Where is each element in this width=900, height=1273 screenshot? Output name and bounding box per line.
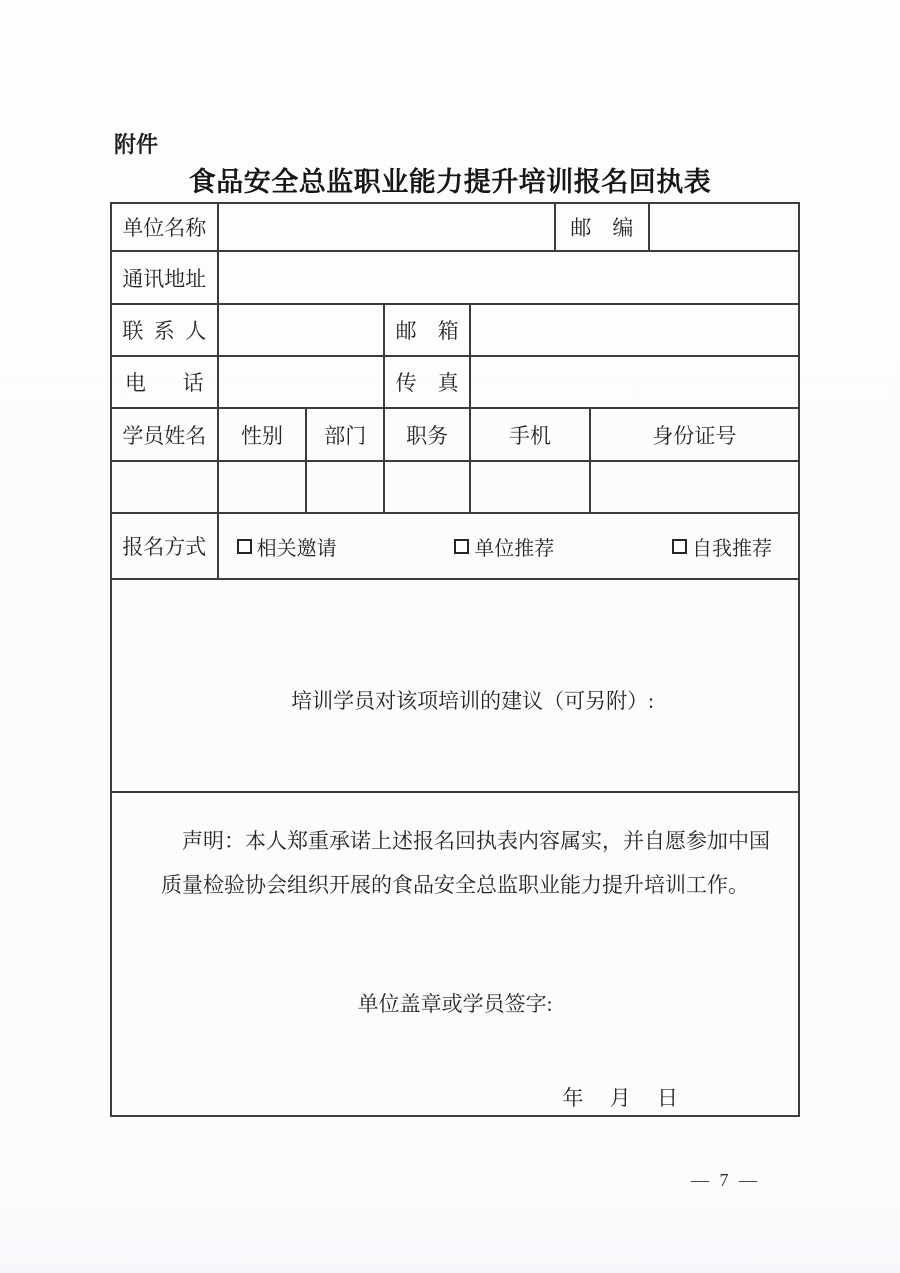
trainee-department-field[interactable] <box>306 461 384 513</box>
trainee-input-row <box>111 461 799 513</box>
checkbox-label: 自我推荐 <box>692 537 772 560</box>
checkbox-self-recommendation[interactable] <box>672 532 772 561</box>
method-label: 报名方式 <box>111 513 218 579</box>
unit-name-field[interactable] <box>218 203 555 251</box>
email-field[interactable] <box>470 304 799 356</box>
contact-label: 联 系 人 <box>111 304 218 356</box>
trainee-name-header: 学员姓名 <box>111 408 218 461</box>
trainee-mobile-field[interactable] <box>470 461 590 513</box>
trainee-department-header: 部门 <box>306 408 384 461</box>
trainee-position-header: 职务 <box>384 408 470 461</box>
page-title: 食品安全总监职业能力提升培训报名回执表 <box>188 167 712 197</box>
attachment-label: 附件 <box>114 132 159 157</box>
method-options <box>219 532 798 561</box>
checkbox-label: 相关邀请 <box>256 537 337 560</box>
table-row <box>111 356 799 408</box>
method-options-cell <box>218 513 799 579</box>
postcode-label: 邮 编 <box>555 203 649 251</box>
address-field[interactable] <box>218 251 799 304</box>
page-number: — 7 — <box>691 1170 760 1190</box>
trainee-position-field[interactable] <box>384 461 470 513</box>
trainee-gender-field[interactable] <box>218 461 307 513</box>
checkbox-label: 单位推荐 <box>474 537 555 560</box>
table-row <box>111 251 799 304</box>
contact-field[interactable] <box>218 304 384 356</box>
trainee-id-field[interactable] <box>590 461 799 513</box>
signature-label: 单位盖章或学员签字: <box>357 992 553 1016</box>
checkbox-icon <box>672 539 687 554</box>
trainee-name-field[interactable] <box>111 461 218 513</box>
registration-form-table <box>110 202 800 1117</box>
method-row <box>111 513 799 579</box>
address-label: 通讯地址 <box>111 251 218 304</box>
suggestion-area[interactable] <box>111 579 799 792</box>
trainee-gender-header: 性别 <box>218 408 307 461</box>
fax-label: 传 真 <box>384 356 470 408</box>
date-label: 年 月 日 <box>562 1086 678 1110</box>
trainee-id-header: 身份证号 <box>590 408 799 461</box>
phone-label: 电 话 <box>111 356 218 408</box>
unit-name-label: 单位名称 <box>111 203 218 251</box>
checkbox-icon <box>237 539 252 554</box>
postcode-field[interactable] <box>649 203 799 251</box>
trainee-header-row <box>111 408 799 461</box>
checkbox-related-invitation[interactable] <box>237 532 337 561</box>
fax-field[interactable] <box>470 356 799 408</box>
email-label: 邮 箱 <box>384 304 470 356</box>
declaration-row <box>111 792 799 1116</box>
trainee-mobile-header: 手机 <box>470 408 590 461</box>
table-row <box>111 203 799 251</box>
table-row <box>111 304 799 356</box>
checkbox-unit-recommendation[interactable] <box>454 532 554 561</box>
declaration-text-line2: 质量检验协会组织开展的食品安全总监职业能力提升培训工作。 <box>161 873 749 897</box>
checkbox-icon <box>454 539 469 554</box>
declaration-text-line1: 声明：本人郑重承诺上述报名回执表内容属实，并自愿参加中国 <box>182 829 770 853</box>
suggestion-label: 培训学员对该项培训的建议（可另附）: <box>291 688 654 713</box>
suggestion-row <box>111 579 799 792</box>
declaration-area <box>111 792 799 1116</box>
phone-field[interactable] <box>218 356 384 408</box>
